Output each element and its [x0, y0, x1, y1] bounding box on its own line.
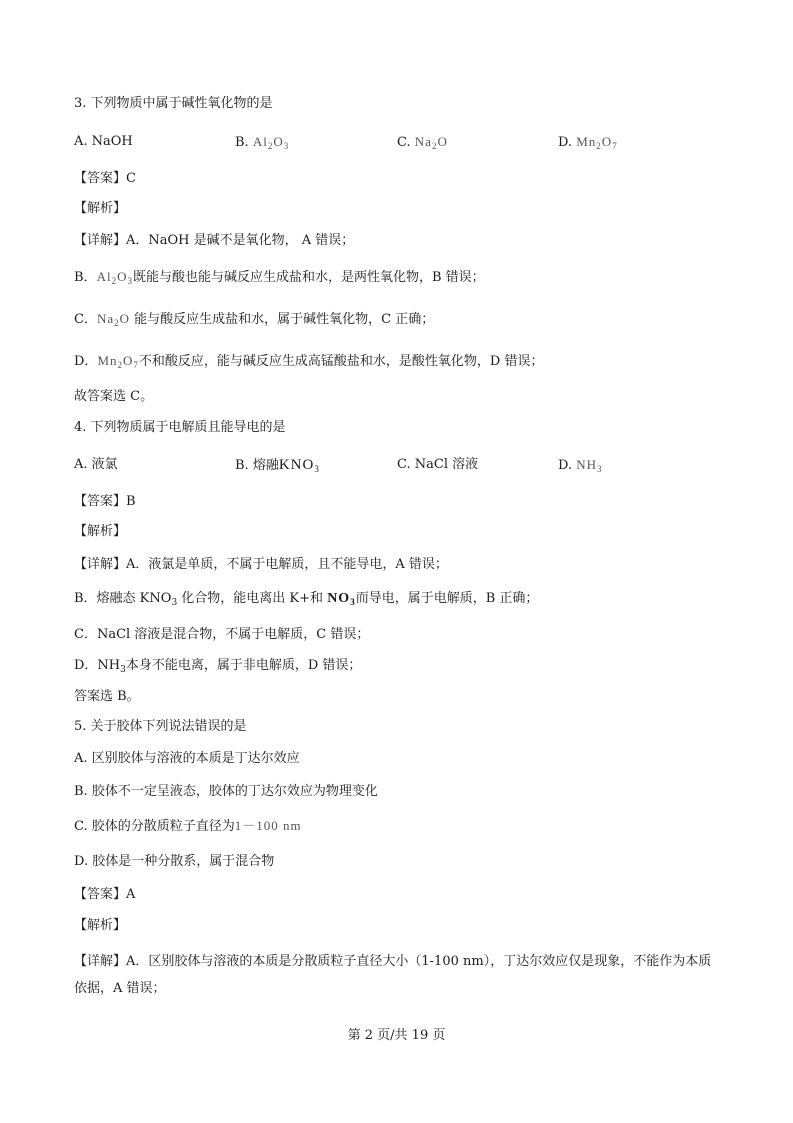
- q4-detail-a: 【详解】A．液氯是单质，不属于电解质，且不能导电，A 错误；: [74, 557, 448, 572]
- formula-no3: $NO_3$: [327, 591, 356, 607]
- option-label: B. 熔融: [235, 458, 279, 473]
- q5-option-b: B. 胶体不一定呈液态，胶体的丁达尔效应为物理变化: [74, 784, 378, 799]
- q4-detail-b: B．熔融态 $KNO_3$ 化合物，能电离出 K+和 $NO_3$而导电，属于电解质，B 正确；: [74, 591, 539, 608]
- option-label: D.: [558, 458, 573, 473]
- formula-kno3: $KNO_3$: [278, 457, 320, 474]
- q3-detail-b: B．$Al_2O_3$既能与酸也能与碱反应生成盐和水，是两性氧化物，B 错误；: [74, 269, 485, 286]
- formula-al2o3: $Al_2O_3$: [252, 134, 290, 151]
- formula-nh3: $NH_3$: [576, 457, 603, 474]
- option-label: D.: [558, 135, 573, 150]
- option-label: C.: [397, 135, 411, 150]
- q3-answer: 【答案】C: [74, 171, 136, 186]
- q3-analysis-label: 【解析】: [74, 201, 127, 216]
- q5-answer: 【答案】A: [74, 887, 136, 902]
- formula-mn2o7: $Mn_2O_7$: [576, 134, 618, 151]
- q3-detail-a: 【详解】A．NaOH 是碱不是氧化物， A 错误；: [74, 233, 355, 248]
- q5-detail-a: 【详解】A．区别胶体与溶液的本质是分散质粒子直径大小（1-100 nm），丁达尔效应仅是现象，不能作为本质依据，A 错误；: [74, 954, 712, 996]
- q4-stem: 4. 下列物质属于电解质且能导电的是: [74, 420, 286, 435]
- q4-option-b: [235, 456, 320, 475]
- q4-answer: 【答案】B: [74, 494, 136, 509]
- formula-na2o: $Na_2O$: [96, 311, 131, 328]
- q5-analysis-label: 【解析】: [74, 918, 127, 933]
- q5-option-d: D. 胶体是一种分散系，属于混合物: [74, 854, 275, 869]
- q4-conclusion: 答案选 B。: [74, 689, 140, 704]
- q3-option-c: [397, 133, 448, 152]
- q4-option-c: C. NaCl 溶液: [397, 457, 479, 472]
- q4-detail-d: D．$NH_3$本身不能电离，属于非电解质，D 错误；: [74, 658, 362, 675]
- q5-option-a: A. 区别胶体与溶液的本质是丁达尔效应: [74, 751, 300, 766]
- q4-option-d: [558, 456, 603, 475]
- q3-detail-d: D．$Mn_2O_7$不和酸反应，能与碱反应生成高锰酸盐和水，是酸性氧化物，D 错误；: [74, 353, 544, 370]
- q3-detail-c: C．$Na_2O$ 能与酸反应生成盐和水，属于碱性氧化物，C 正确；: [74, 311, 435, 328]
- q4-detail-c: C．NaCl 溶液是混合物，不属于电解质，C 错误；: [74, 627, 370, 642]
- q5-option-c: C. 胶体的分散质粒子直径为1－100 nm: [74, 818, 302, 834]
- formula-mn2o7: $Mn_2O_7$: [97, 353, 139, 370]
- q3-option-a: A. NaOH: [74, 134, 133, 149]
- q4-analysis-label: 【解析】: [74, 524, 127, 539]
- q3-option-b: [235, 133, 289, 152]
- q3-stem: 3. 下列物质中属于碱性氧化物的是: [74, 96, 273, 111]
- q4-option-a: A. 液氯: [74, 457, 118, 472]
- q5-stem: 5. 关于胶体下列说法错误的是: [74, 719, 247, 734]
- page-footer: 第 2 页/共 19 页: [347, 1028, 446, 1043]
- formula-al2o3: $Al_2O_3$: [96, 269, 133, 286]
- formula-na2o: $Na_2O$: [414, 134, 448, 151]
- q3-conclusion: 故答案选 C。: [74, 389, 154, 404]
- option-label: B.: [235, 135, 249, 150]
- q3-option-d: [558, 133, 618, 152]
- formula-particle-size: 1－100 nm: [234, 818, 302, 833]
